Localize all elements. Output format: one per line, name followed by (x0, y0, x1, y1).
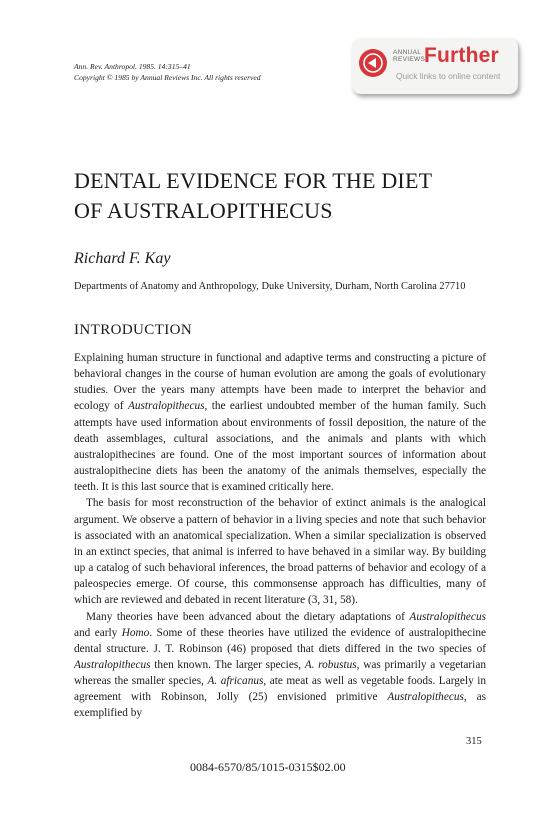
journal-citation (74, 62, 261, 83)
further-label: Further (424, 44, 499, 67)
article-body (74, 350, 486, 722)
copyright-line: Copyright © 1985 by Annual Reviews Inc. All rights reserved (74, 72, 261, 82)
paragraph: Many theories have been advanced about the dietary adaptations of Australopithecus and early Homo. Some of these theories have utilized the evidence of australopithecine dental structure. J. T. Robinson (46) proposed that diets differed in the two species of Australopithecus then known. The larger species, A. robustus, was primarily a vegetarian whereas the smaller species, A. africanus, ate meat as well as vegetable foods. Largely in agreement with Robinson, Jolly (25) envisioned primitive Australopithecus, as exemplified by (74, 610, 486, 720)
title-line: DENTAL EVIDENCE FOR THE DIET (74, 168, 433, 193)
banner-tagline: Quick links to online content (396, 71, 501, 81)
paragraph: The basis for most reconstruction of the behavior of extinct animals is the analogical argument. We observe a pattern of behavior in a living species and note that such behavior is associated with an anatomical specialization. When a similar specialization is observed in an extinct species, that animal is inferred to have behaved in a similar way. By building up a catalog of such behavioral inferences, the broad patterns of behavior and ecology of a paleospecies emerge. Of course, this commonsense approach has difficulties, many of which are reviewed and debated in recent literature (3, 31, 58). (74, 497, 486, 607)
price-code: 0084-6570/85/1015-0315$02.00 (190, 760, 346, 774)
section-heading: INTRODUCTION (74, 322, 193, 338)
author-name: Richard F. Kay (74, 250, 171, 267)
title-line: OF AUSTRALOPITHECUS (74, 198, 333, 223)
author-affiliation: Departments of Anatomy and Anthropology, Duke University, Durham, North Carolina 27710 (74, 281, 466, 292)
paragraph: Explaining human structure in functional and adaptive terms and constructing a picture of behavioral changes in the course of human evolution are among the goals of evolutionary studies. Over the years many attempts have been made to interpret the behavior and ecology of Australopithecus, the earliest undoubted member of the human family. Such attempts have used information about environments of fossil deposition, the nature of the death assemblages, cultural associations, and the animals and plants with which australopithecines are found. One of the most important sources of information about australopithecine diets has been the anatomy of the animals themselves, especially the teeth. It is this last source that is examined critically here. (74, 352, 486, 494)
brand-bottom: REVIEWS (393, 56, 426, 63)
journal-citation-line: Ann. Rev. Anthropol. 1985. 14:315–41 (74, 62, 191, 71)
play-left-icon (359, 49, 387, 77)
further-banner[interactable] (352, 38, 518, 94)
article-title (74, 166, 514, 226)
annual-reviews-brand (393, 49, 425, 63)
page-number: 315 (466, 736, 482, 747)
brand-top: ANNUAL (393, 49, 422, 56)
